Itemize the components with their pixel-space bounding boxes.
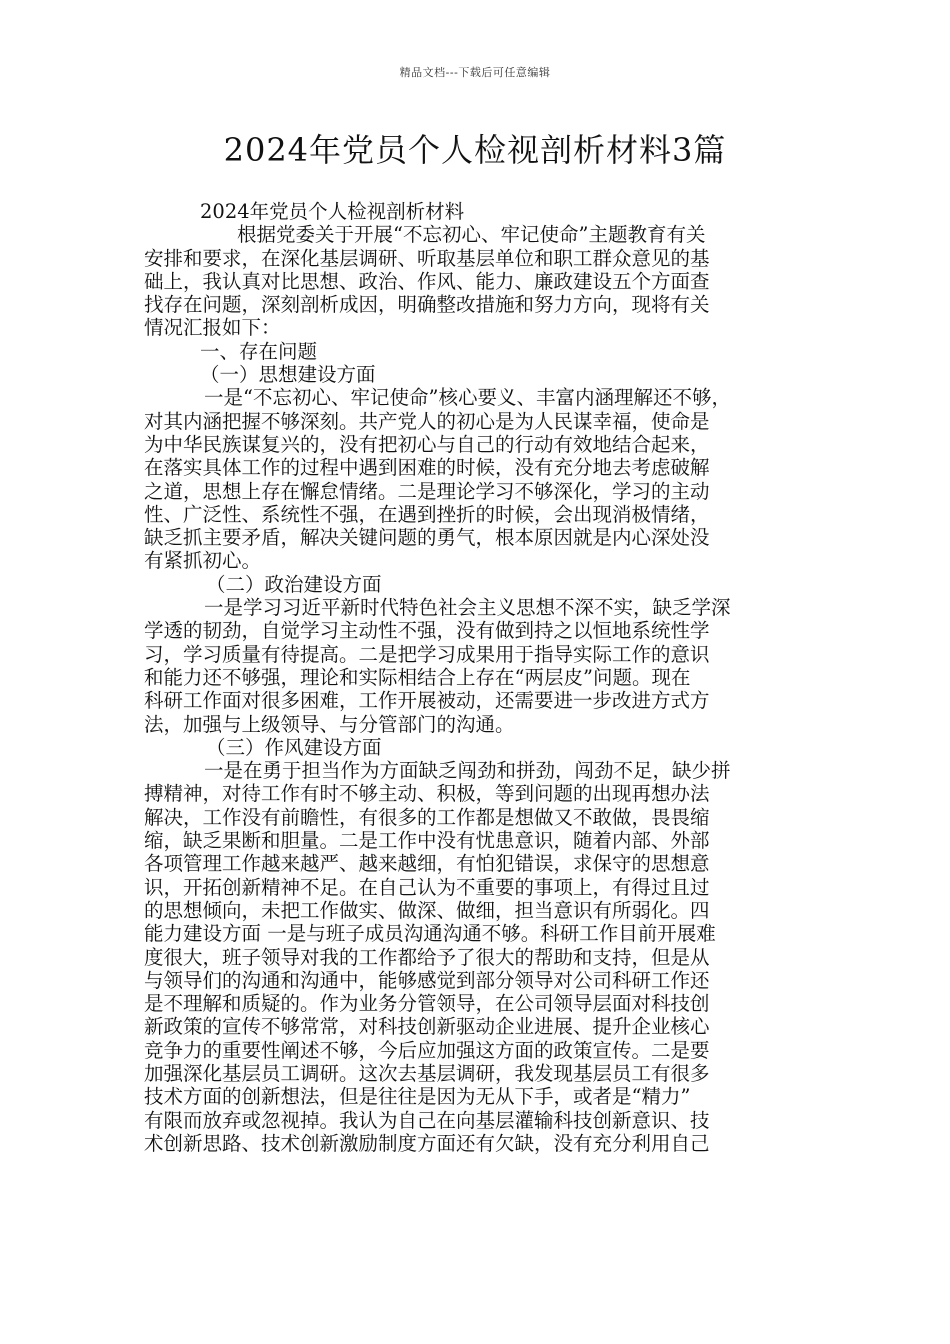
- body-line: 一是学习习近平新时代特色社会主义思想不深不实，缺乏学深: [204, 596, 731, 620]
- page-header-note: 精品文档---下载后可任意编辑: [399, 66, 551, 79]
- body-line: 能力建设方面 一是与班子成员沟通沟通不够。科研工作目前开展难: [144, 922, 716, 946]
- document-body: [144, 200, 810, 1155]
- body-line: 术创新思路、技术创新激励制度方面还有欠缺，没有充分利用自己: [144, 1131, 710, 1155]
- body-line: 之道，思想上存在懈怠情绪。二是理论学习不够深化，学习的主动: [144, 479, 710, 503]
- body-line: 度很大，班子领导对我的工作都给予了很大的帮助和支持，但是从: [144, 945, 710, 969]
- body-line: 在落实具体工作的过程中遇到困难的时候，没有充分地去考虑破解: [144, 456, 710, 480]
- body-line: 一、存在问题: [200, 339, 318, 363]
- body-line: 学透的韧劲，自觉学习主动性不强，没有做到持之以恒地系统性学: [144, 619, 710, 643]
- body-line: 是不理解和质疑的。作为业务分管领导，在公司领导层面对科技创: [144, 992, 710, 1016]
- body-line: 习，学习质量有待提高。二是把学习成果用于指导实际工作的意识: [144, 642, 710, 666]
- body-line: 的思想倾向，未把工作做实、做深、做细，担当意识有所弱化。四: [144, 898, 710, 922]
- body-line: 科研工作面对很多困难，工作开展被动，还需要进一步改进方式方: [144, 689, 710, 713]
- body-line: 法，加强与上级领导、与分管部门的沟通。: [144, 712, 515, 736]
- body-line: 各项管理工作越来越严、越来越细，有怕犯错误，求保守的思想意: [144, 852, 710, 876]
- body-line: 2024年党员个人检视剖析材料: [200, 200, 465, 223]
- body-line: 与领导们的沟通和沟通中，能够感觉到部分领导对公司科研工作还: [144, 968, 710, 992]
- body-line: 安排和要求，在深化基层调研、听取基层单位和职工群众意见的基: [144, 246, 710, 270]
- body-line: 对其内涵把握不够深刻。共产党人的初心是为人民谋幸福，使命是: [144, 409, 710, 433]
- body-line: 有限而放弃或忽视掉。我认为自己在向基层灌输科技创新意识、技: [144, 1108, 710, 1132]
- body-line: 解决，工作没有前瞻性，有很多的工作都是想做又不敢做，畏畏缩: [144, 805, 710, 829]
- body-line: 竞争力的重要性阐述不够，今后应加强这方面的政策宣传。二是要: [144, 1038, 710, 1062]
- body-line: 和能力还不够强，理论和实际相结合上存在“两层皮”问题。现在: [144, 665, 691, 689]
- body-line: 找存在问题，深刻剖析成因，明确整改措施和努力方向，现将有关: [144, 293, 710, 317]
- body-line: 识，开拓创新精神不足。在自己认为不重要的事项上，有得过且过: [144, 875, 710, 899]
- body-line: 础上，我认真对比思想、政治、作风、能力、廉政建设五个方面查: [144, 269, 710, 293]
- body-line: 加强深化基层员工调研。这次去基层调研，我发现基层员工有很多: [144, 1061, 710, 1085]
- body-line: 根据党委关于开展“不忘初心、牢记使命”主题教育有关: [237, 223, 706, 247]
- body-line: 缩，缺乏果断和胆量。二是工作中没有忧患意识，随着内部、外部: [144, 829, 710, 853]
- body-line: 有紧抓初心。: [144, 549, 262, 573]
- body-line: （二）政治建设方面: [206, 572, 382, 596]
- body-line: （三）作风建设方面: [206, 735, 382, 759]
- body-line: 搏精神，对待工作有时不够主动、积极，等到问题的出现再想办法: [144, 782, 710, 806]
- body-line: （一）思想建设方面: [200, 363, 376, 387]
- body-line: 新政策的宣传不够常常，对科技创新驱动企业进展、提升企业核心: [144, 1015, 710, 1039]
- document-title: 2024年党员个人检视剖析材料3篇: [223, 131, 727, 169]
- body-line: 缺乏抓主要矛盾，解决关键问题的勇气，根本原因就是内心深处没: [144, 526, 710, 550]
- body-line: 性、广泛性、系统性不强，在遇到挫折的时候，会出现消极情绪，: [144, 502, 710, 526]
- body-line: 一是在勇于担当作为方面缺乏闯劲和拼劲，闯劲不足，缺少拼: [204, 759, 731, 783]
- body-line: 为中华民族谋复兴的，没有把初心与自己的行动有效地结合起来，: [144, 432, 710, 456]
- body-line: 一是“不忘初心、牢记使命”核心要义、丰富内涵理解还不够，: [204, 386, 731, 410]
- body-line: 技术方面的创新想法，但是往往是因为无从下手，或者是“精力”: [144, 1085, 691, 1109]
- body-line: 情况汇报如下：: [144, 316, 281, 340]
